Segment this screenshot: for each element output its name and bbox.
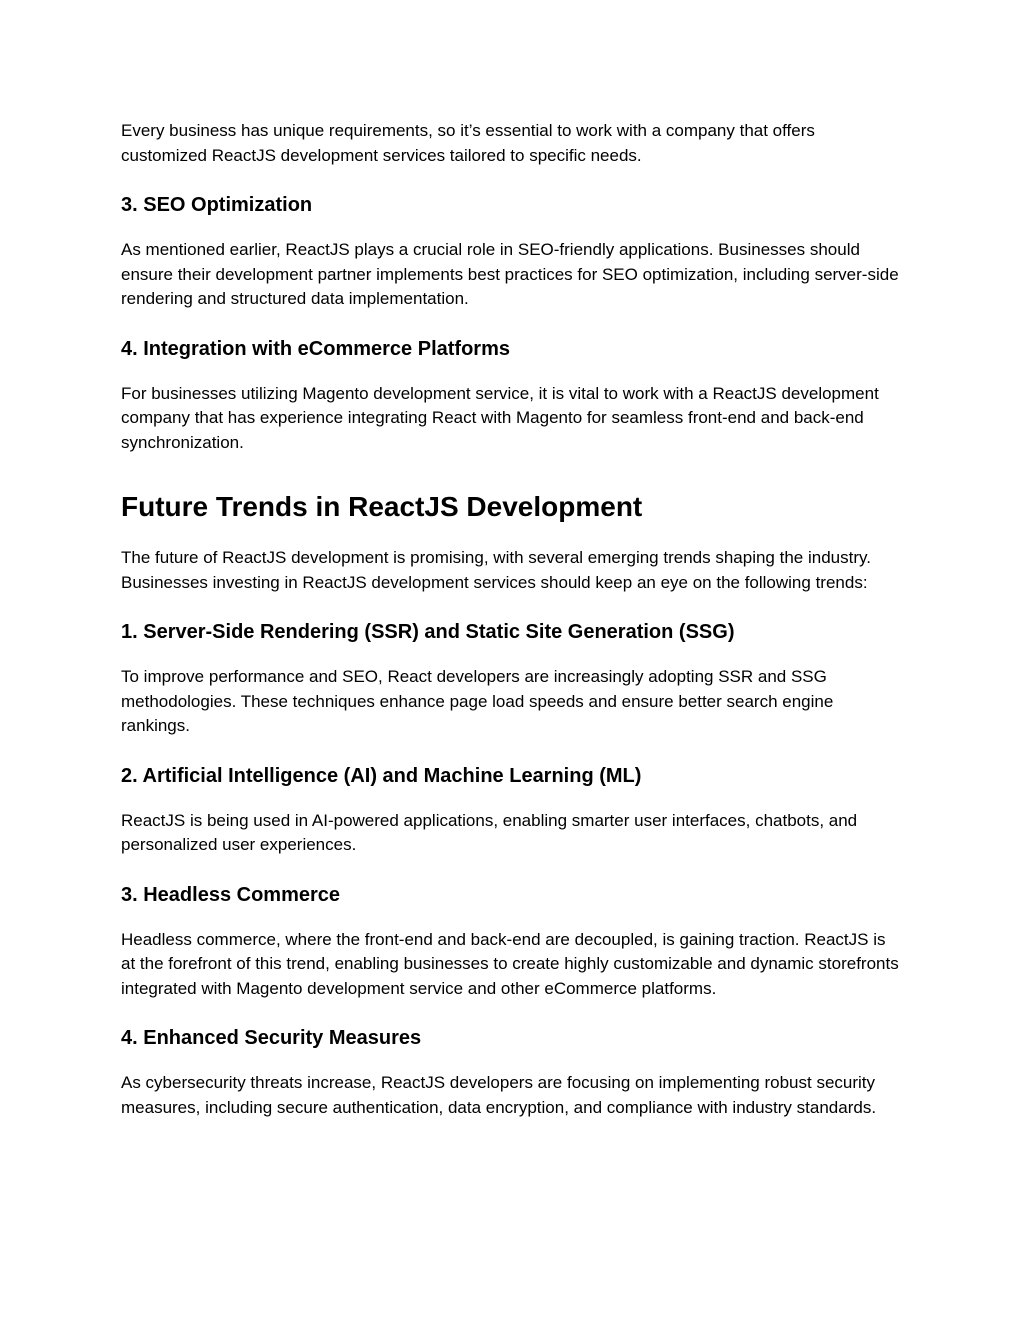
trend-heading-headless-commerce: 3. Headless Commerce [121, 883, 341, 906]
trend-body-security: As cybersecurity threats increase, ReactJS developers are focusing on implementing robust security measures, including secure authentication, data encryption, and compliance with industry standards. [121, 1073, 877, 1117]
trend-heading-ssr-ssg: 1. Server-Side Rendering (SSR) and Static Site Generation (SSG) [121, 621, 735, 643]
future-trends-intro: The future of ReactJS development is promising, with several emerging trends shaping the industry. Businesses investing in ReactJS development services should keep an eye on the following trends: [121, 548, 871, 592]
section-body-seo-optimization: As mentioned earlier, ReactJS plays a crucial role in SEO-friendly applications. Businesses should ensure their development partner implements best practices for SEO optimization, including server-side rendering and structured data implementation. [121, 240, 899, 308]
section-heading-seo-optimization: 3. SEO Optimization [121, 194, 313, 216]
trend-heading-security: 4. Enhanced Security Measures [121, 1027, 422, 1049]
trend-body-ssr-ssg: To improve performance and SEO, React developers are increasingly adopting SSR and SSG methodologies. These techniques enhance page load speeds and ensure better search engine rankings. [121, 667, 834, 735]
trend-heading-ai-ml: 2. Artificial Intelligence (AI) and Machine Learning (ML) [121, 764, 642, 787]
section-body-ecommerce-integration: For businesses utilizing Magento development service, it is vital to work with a ReactJS development company that has experience integrating React with Magento for seamless front-end and back-end synchronization. [121, 383, 879, 452]
intro-paragraph: Every business has unique requirements, so it’s essential to work with a company that offers customized ReactJS development services tailored to specific needs. [121, 121, 815, 165]
trend-body-headless-commerce: Headless commerce, where the front-end and back-end are decoupled, is gaining traction. ReactJS is at the forefront of this trend, enabling businesses to create highly customizable and dynamic storefronts integrated with Magento development service and other eCommerce platforms. [121, 929, 899, 998]
document-page [121, 119, 901, 1120]
trend-body-ai-ml: ReactJS is being used in AI-powered applications, enabling smarter user interfaces, chatbots, and personalized user experiences. [121, 810, 858, 854]
future-trends-title: Future Trends in ReactJS Development [121, 491, 643, 522]
section-heading-ecommerce-integration: 4. Integration with eCommerce Platforms [121, 337, 510, 360]
